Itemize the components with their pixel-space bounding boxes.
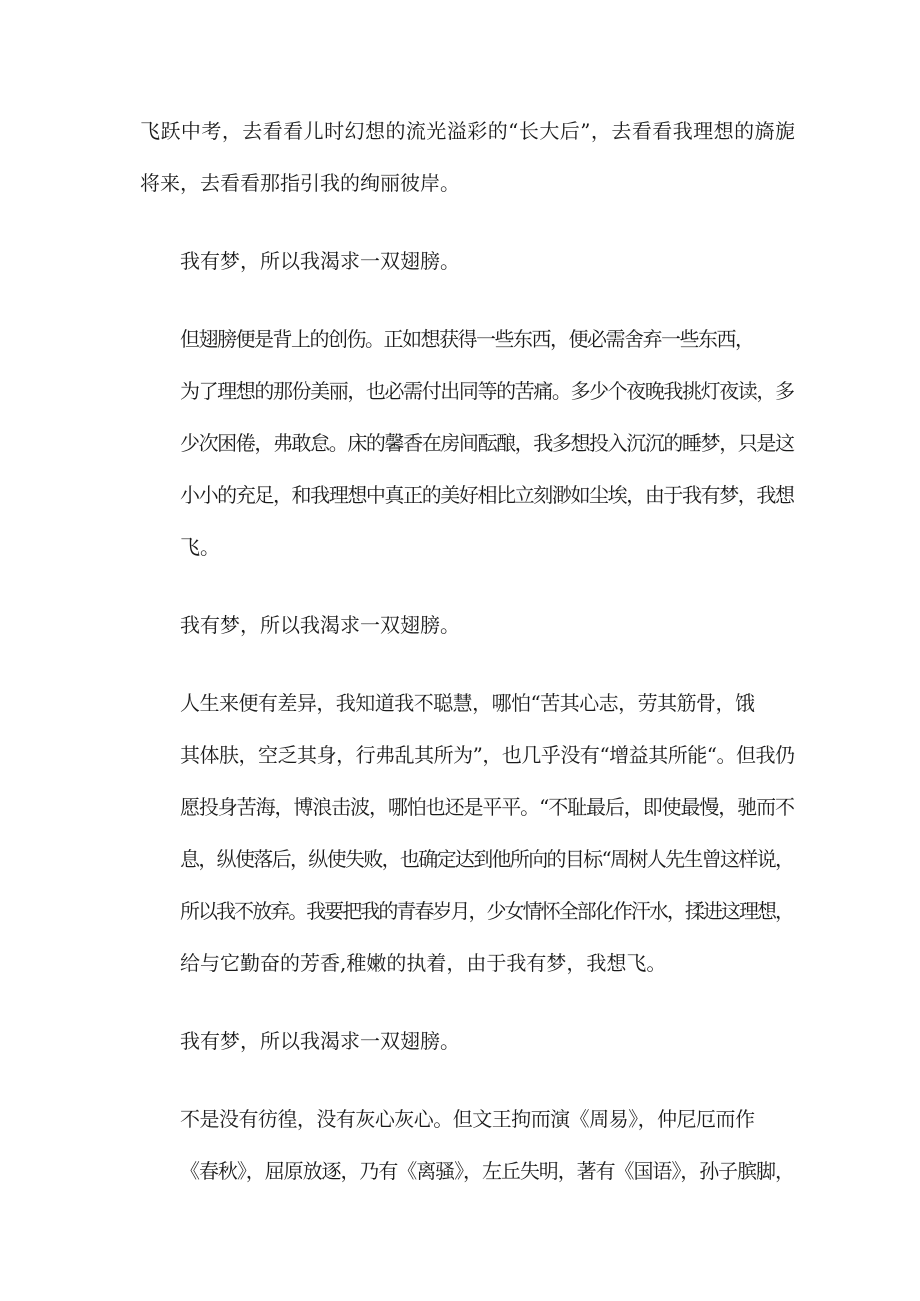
text-line: 我有梦，所以我渴求一双翅膀。 bbox=[180, 613, 460, 637]
paragraph bbox=[140, 599, 795, 651]
text-line: 其体肤，空乏其身，行弗乱其所为”，也几乎没有“增益其所能“。但我仍 bbox=[180, 743, 795, 767]
text-line: 我有梦，所以我渴求一双翅膀。 bbox=[180, 1029, 460, 1053]
text-line: 不是没有彷徨，没有灰心灰心。但文王拘而演《周易》，仲尼厄而作 bbox=[180, 1107, 755, 1131]
document-body bbox=[140, 105, 795, 1223]
text-line: 但翅膀便是背上的创伤。正如想获得一些东西，便必需舍弃一些东西， bbox=[180, 327, 754, 351]
text-line: 少次困倦，弗敢怠。床的馨香在房间酝酿，我多想投入沉沉的睡梦，只是这 bbox=[180, 431, 794, 455]
paragraph bbox=[140, 677, 795, 989]
text-line: 我有梦，所以我渴求一双翅膀。 bbox=[180, 249, 460, 273]
text-line: 飞。 bbox=[180, 535, 220, 559]
text-line: 给与它勤奋的芳香,稚嫩的执着，由于我有梦，我想飞。 bbox=[180, 951, 667, 975]
text-line: 小小的充足，和我理想中真正的美好相比立刻渺如尘埃，由于我有梦，我想 bbox=[180, 483, 794, 507]
text-line: 《春秋》，屈原放逐，乃有《离骚》，左丘失明，著有《国语》，孙子膑脚， bbox=[180, 1159, 794, 1183]
text-line: 所以我不放弃。我要把我的青春岁月，少女情怀全部化作汗水，揉进这理想， bbox=[180, 899, 794, 923]
text-line: 将来，去看看那指引我的绚丽彼岸。 bbox=[140, 171, 460, 195]
text-line: 为了理想的那份美丽，也必需付出同等的苦痛。多少个夜晚我挑灯夜读，多 bbox=[180, 379, 794, 403]
paragraph bbox=[140, 1015, 795, 1067]
paragraph bbox=[140, 313, 795, 573]
paragraph bbox=[140, 235, 795, 287]
text-line: 飞跃中考，去看看儿时幻想的流光溢彩的“长大后”，去看看我理想的旖旎 bbox=[140, 119, 796, 143]
text-line: 愿投身苦海，博浪击波，哪怕也还是平平。“不耻最后，即使最慢，驰而不 bbox=[180, 795, 794, 819]
text-line: 人生来便有差异，我知道我不聪慧，哪怕“苦其心志，劳其筋骨，饿 bbox=[180, 691, 755, 715]
paragraph bbox=[140, 1093, 795, 1197]
paragraph bbox=[140, 105, 795, 209]
text-line: 息，纵使落后，纵使失败，也确定达到他所向的目标“周树人先生曾这样说， bbox=[180, 847, 794, 871]
